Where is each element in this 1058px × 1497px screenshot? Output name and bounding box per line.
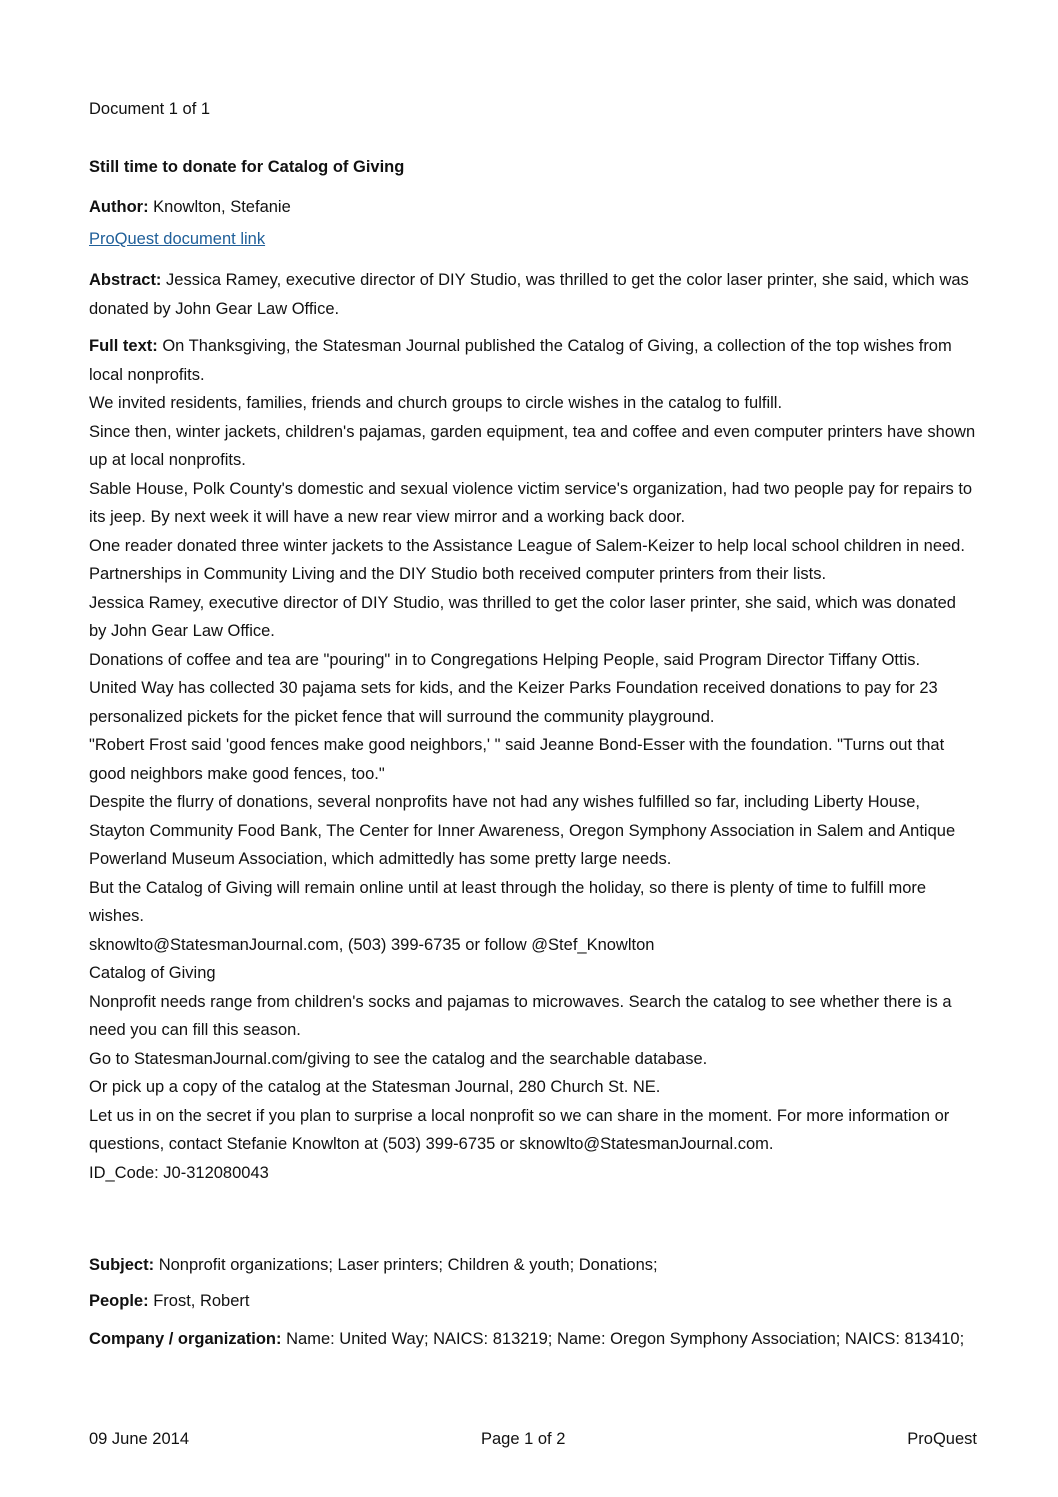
company-field <box>89 1325 977 1354</box>
footer-date: 09 June 2014 <box>89 1430 190 1448</box>
full-text-paragraph: Despite the flurry of donations, several nonprofits have not had any wishes fulfilled so far, including Liberty House, Stayton Community Food Bank, The Center for Inner Awareness, Oregon Symphony Association in Salem and Antique Powerland Museum Association, which admittedly has some pretty large needs. <box>89 793 956 868</box>
full-text-paragraph: Donations of coffee and tea are "pouring" in to Congregations Helping People, said Program Director Tiffany Ottis. <box>89 650 921 669</box>
full-text-paragraph: Catalog of Giving <box>89 964 216 982</box>
author-label: Author: <box>89 198 149 216</box>
author-value: Knowlton, Stefanie <box>153 198 291 216</box>
full-text-paragraph: Nonprofit needs range from children's socks and pajamas to microwaves. Search the catalog to see whether there is a need you can fill this season. <box>89 992 952 1039</box>
full-text-paragraph: "Robert Frost said 'good fences make good neighbors,' " said Jeanne Bond-Esser with the foundation. "Turns out that good neighbors make good fences, too." <box>89 736 945 783</box>
abstract-field <box>89 266 977 323</box>
full-text-paragraph: Jessica Ramey, executive director of DIY Studio, was thrilled to get the color laser printer, she said, which was donated by John Gear Law Office. <box>89 593 956 640</box>
full-text-paragraph: Go to StatesmanJournal.com/giving to see the catalog and the searchable database. <box>89 1049 708 1068</box>
full-text-paragraph: Or pick up a copy of the catalog at the Statesman Journal, 280 Church St. NE. <box>89 1078 661 1096</box>
full-text-paragraph: Let us in on the secret if you plan to surprise a local nonprofit so we can share in the moment. For more information or questions, contact Stefanie Knowlton at (503) 399-6735 or sknowlto@StatesmanJournal.com. <box>89 1106 950 1153</box>
company-label: Company / organization: <box>89 1330 282 1348</box>
people-label: People: <box>89 1292 149 1310</box>
full-text-paragraph: Full text: On Thanksgiving, the Statesman Journal published the Catalog of Giving, a collection of the top wishes from local nonprofits. <box>89 337 952 384</box>
proquest-document-link[interactable]: ProQuest document link <box>89 230 266 248</box>
people-field <box>89 1287 977 1316</box>
abstract-label: Abstract: <box>89 271 162 289</box>
document-count: Document 1 of 1 <box>89 100 211 118</box>
subject-field <box>89 1251 977 1280</box>
footer-page-number: Page 1 of 2 <box>481 1430 566 1448</box>
footer-source: ProQuest <box>907 1430 977 1448</box>
article-title: Still time to donate for Catalog of Giving <box>89 158 405 176</box>
document-page <box>89 0 977 1497</box>
full-text <box>89 332 977 1187</box>
subject-label: Subject: <box>89 1256 155 1274</box>
full-text-paragraph: Partnerships in Community Living and the DIY Studio both received computer printers from their lists. <box>89 565 827 583</box>
full-text-paragraph: We invited residents, families, friends and church groups to circle wishes in the catalog to fulfill. <box>89 394 783 412</box>
author-field <box>89 193 977 222</box>
full-text-paragraph: Sable House, Polk County's domestic and sexual violence victim service's organization, had two people pay for repairs to its jeep. By next week it will have a new rear view mirror and a working back door. <box>89 479 973 526</box>
full-text-paragraph: United Way has collected 30 pajama sets for kids, and the Keizer Parks Foundation received donations to pay for 23 personalized pickets for the picket fence that will surround the community playground. <box>89 679 938 726</box>
full-text-paragraph: But the Catalog of Giving will remain online until at least through the holiday, so there is plenty of time to fulfill more wishes. <box>89 878 927 925</box>
company-value: Name: United Way; NAICS: 813219; Name: Oregon Symphony Association; NAICS: 813410; <box>286 1330 965 1348</box>
full-text-paragraph: Since then, winter jackets, children's pajamas, garden equipment, tea and coffee and even computer printers have shown up at local nonprofits. <box>89 422 976 469</box>
full-text-paragraph: One reader donated three winter jackets to the Assistance League of Salem-Keizer to help local school children in need. <box>89 536 965 555</box>
id-code: ID_Code: J0-312080043 <box>89 1163 269 1182</box>
people-value: Frost, Robert <box>153 1292 250 1310</box>
abstract-text: Jessica Ramey, executive director of DIY Studio, was thrilled to get the color laser printer, she said, which was donated by John Gear Law Office. <box>89 271 969 318</box>
full-text-paragraph: sknowlto@StatesmanJournal.com, (503) 399-6735 or follow @Stef_Knowlton <box>89 935 655 954</box>
full-text-label: Full text: <box>89 337 158 355</box>
subject-value: Nonprofit organizations; Laser printers; Children & youth; Donations; <box>158 1256 658 1274</box>
